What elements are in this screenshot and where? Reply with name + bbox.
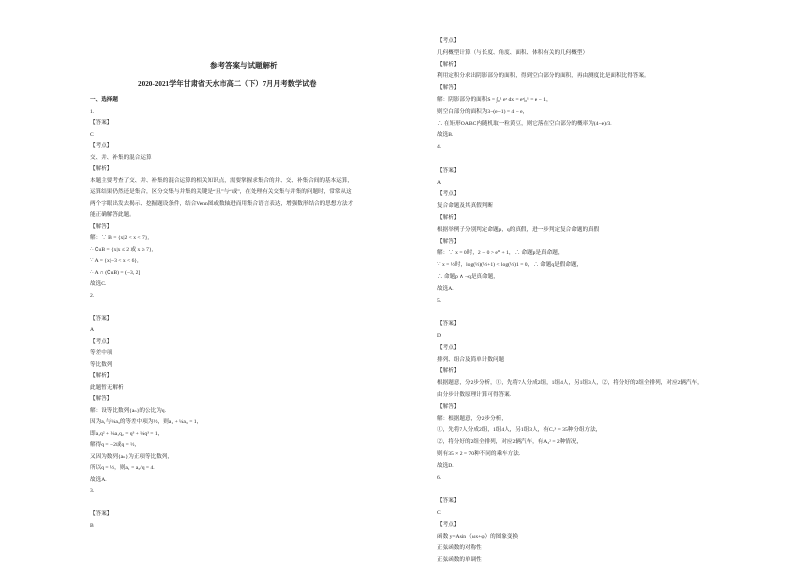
right-text-line: A — [437, 179, 442, 186]
left-text-line: 【答案】 — [90, 315, 113, 322]
right-text-line: 由分步计数原理计算可得答案. — [437, 392, 512, 398]
left-text-line: 3. — [90, 488, 95, 494]
right-text-line: 【考点】 — [437, 191, 460, 198]
right-text-line: 解：∵ x = 0时，2 − 0 > e⁰ + 1，∴ 命题p是真命题， — [437, 250, 564, 257]
right-text-line: 几何概型计算（与长度、角度、面积、体积有关的几何概型） — [437, 49, 589, 56]
right-text-line: ∵ x = ½时，log(½)(½+1) < log(½)1 = 0，∴ 命题q是假命题， — [437, 262, 583, 269]
left-text-line: C — [90, 131, 94, 138]
right-text-line: ∴ 在矩形OABC内随机取一粒黄豆，则它落在空白部分的概率为(4−e)/3. — [437, 120, 612, 127]
right-text-line: ②，将分好的2组全排列，对应2辆汽车，有A₂² = 2种情况， — [437, 439, 583, 446]
right-text-line: D — [437, 333, 442, 339]
right-text-line: 【考点】 — [437, 38, 460, 44]
right-text-line: 利用定积分求出阴影部分的面积，得到空白部分的面积，再由测度比是面积比得答案。 — [437, 73, 650, 80]
left-text-line: 一、选择题 — [90, 97, 118, 103]
left-text-line: 等比数列 — [90, 361, 113, 368]
left-text-line: 运算结果仍然还是集合，区分交集与并集的关键是“且”与“或”，在处理有关交集与并集的问题时，常常从这 — [90, 189, 352, 195]
left-text-line: 解：设等比数列{aₙ}的公比为q. — [90, 407, 166, 414]
left-text-line: 【解析】 — [90, 373, 113, 379]
left-text-line: 【考点】 — [90, 143, 113, 149]
right-text-line: 故选D. — [437, 462, 454, 469]
left-text-line: 交、并、补集的混合运算 — [90, 154, 152, 161]
left-text-line: 1. — [90, 108, 95, 115]
left-text-line: 故选C. — [90, 281, 107, 287]
left-text-line: 又因为数列{aₙ}为正项等比数列， — [90, 453, 173, 460]
right-text-line: 根据举例子分别判定命题p，q的真假，进一步判定复合命题的真假 — [437, 226, 600, 233]
left-text-line: 因为a₁与¼a₃的等差中项为½，则a₁ + ¼a₃ = 1， — [90, 419, 203, 425]
right-text-line: 正弦函数的对称性 — [437, 545, 482, 552]
left-text-line: 等差中项 — [90, 350, 113, 356]
right-text-line: 根据题意，分2步分析，①，先将7人分成2组，1组4人，另1组3人，②，将分好的2组全排列，对应2辆汽车， — [437, 380, 703, 387]
right-text-line: ∴ 命题p ∧ ¬q是真命题， — [437, 274, 499, 280]
right-text-line: ①，先将7人分成2组，1组4人，另1组3人，有C₇³ = 35种分组方法， — [437, 427, 602, 434]
left-text-line: ∴ ∁uB = {x|x ≤ 2 或 x ≥ 7}, — [90, 246, 153, 253]
right-text-line: 【解答】 — [437, 403, 460, 410]
left-text-line: 【答案】 — [90, 120, 113, 126]
left-text-line: 解：∵ B = {x|2 < x < 7}, — [90, 235, 149, 241]
right-text-line: 则空白部分的面积为3−(e−1) = 4 − e， — [437, 108, 529, 115]
left-text-line: B — [90, 522, 94, 529]
right-text-line: 函数 y=Asin（ωx+φ）的图象变换 — [437, 533, 519, 540]
right-text-line: 【解答】 — [437, 238, 460, 245]
left-text-line: 能正确解答此题。 — [90, 212, 135, 218]
right-text-line: 故选B. — [437, 132, 454, 139]
left-text-line: 此题暂无解析 — [90, 384, 124, 391]
right-text-line: 排列、组合及简单计数问题 — [437, 356, 505, 363]
left-text-line: 【考点】 — [90, 338, 113, 345]
doc-subtitle: 2020-2021学年甘肃省天水市高二（下）7月月考数学试卷 — [138, 80, 317, 88]
left-text-line: 【解答】 — [90, 396, 113, 402]
left-text-line: 2. — [90, 292, 95, 299]
left-text-line: ∵ A = {x|−3 < x < 6}, — [90, 258, 139, 264]
left-text-line: 【答案】 — [90, 511, 113, 517]
right-text-line: 故选A. — [437, 285, 454, 292]
right-text-line: 则有35 × 2 = 70种不同的乘车方法. — [437, 451, 521, 457]
left-text-line: 【解答】 — [90, 223, 113, 230]
right-text-line: 5. — [437, 297, 442, 304]
left-text-line: 解得q = −2或q = ½， — [90, 442, 141, 448]
left-text-line: 所以q = ½，则a₁ = a₃/q = 4. — [90, 465, 155, 471]
left-text-line: ∴ A ∩ (∁uB) = (−3, 2] — [90, 269, 141, 276]
right-text-line: 【解析】 — [437, 215, 460, 221]
right-text-line: 复合命题及其真假判断 — [437, 203, 493, 210]
doc-title: 参考答案与试题解析 — [210, 61, 278, 70]
right-text-line: 【考点】 — [437, 521, 460, 528]
left-text-line: A — [90, 327, 95, 333]
right-text-line: 【解析】 — [437, 61, 460, 68]
right-text-line: 解：阴影部分的面积S = ∫₀¹ eˣ dx = eˣ|₀¹ = e − 1， — [437, 97, 552, 103]
right-text-line: 【答案】 — [437, 321, 460, 328]
right-text-line: C — [437, 510, 441, 516]
right-text-line: 【解答】 — [437, 85, 460, 92]
left-text-line: 本题主要考查了交、并、补集的混合运算的相关知识点，需要掌握求集合的并、交、补集合间的基本运算， — [90, 177, 353, 184]
right-text-line: 4. — [437, 144, 442, 151]
right-text-line: 【答案】 — [437, 167, 460, 174]
right-text-line: 【答案】 — [437, 498, 460, 505]
right-text-line: 解：根据题意，分2步分析， — [437, 415, 507, 422]
right-text-line: 【解析】 — [437, 368, 460, 375]
right-text-line: 6. — [437, 474, 442, 481]
left-text-line: 即a₁q² + ¼a₁q₂ = q³ + ¼q³ = 1， — [90, 430, 164, 437]
left-text-line: 故选A. — [90, 476, 107, 483]
right-text-line: 【考点】 — [437, 344, 460, 351]
left-text-line: 两个字眼出发去揭示、挖掘题设条件，结合Venn图或数轴进而用集合语言表达，增强数形结合的思想方法才 — [90, 200, 354, 207]
right-text-line: 正弦函数的单调性 — [437, 557, 482, 564]
left-text-line: 【解析】 — [90, 166, 113, 172]
